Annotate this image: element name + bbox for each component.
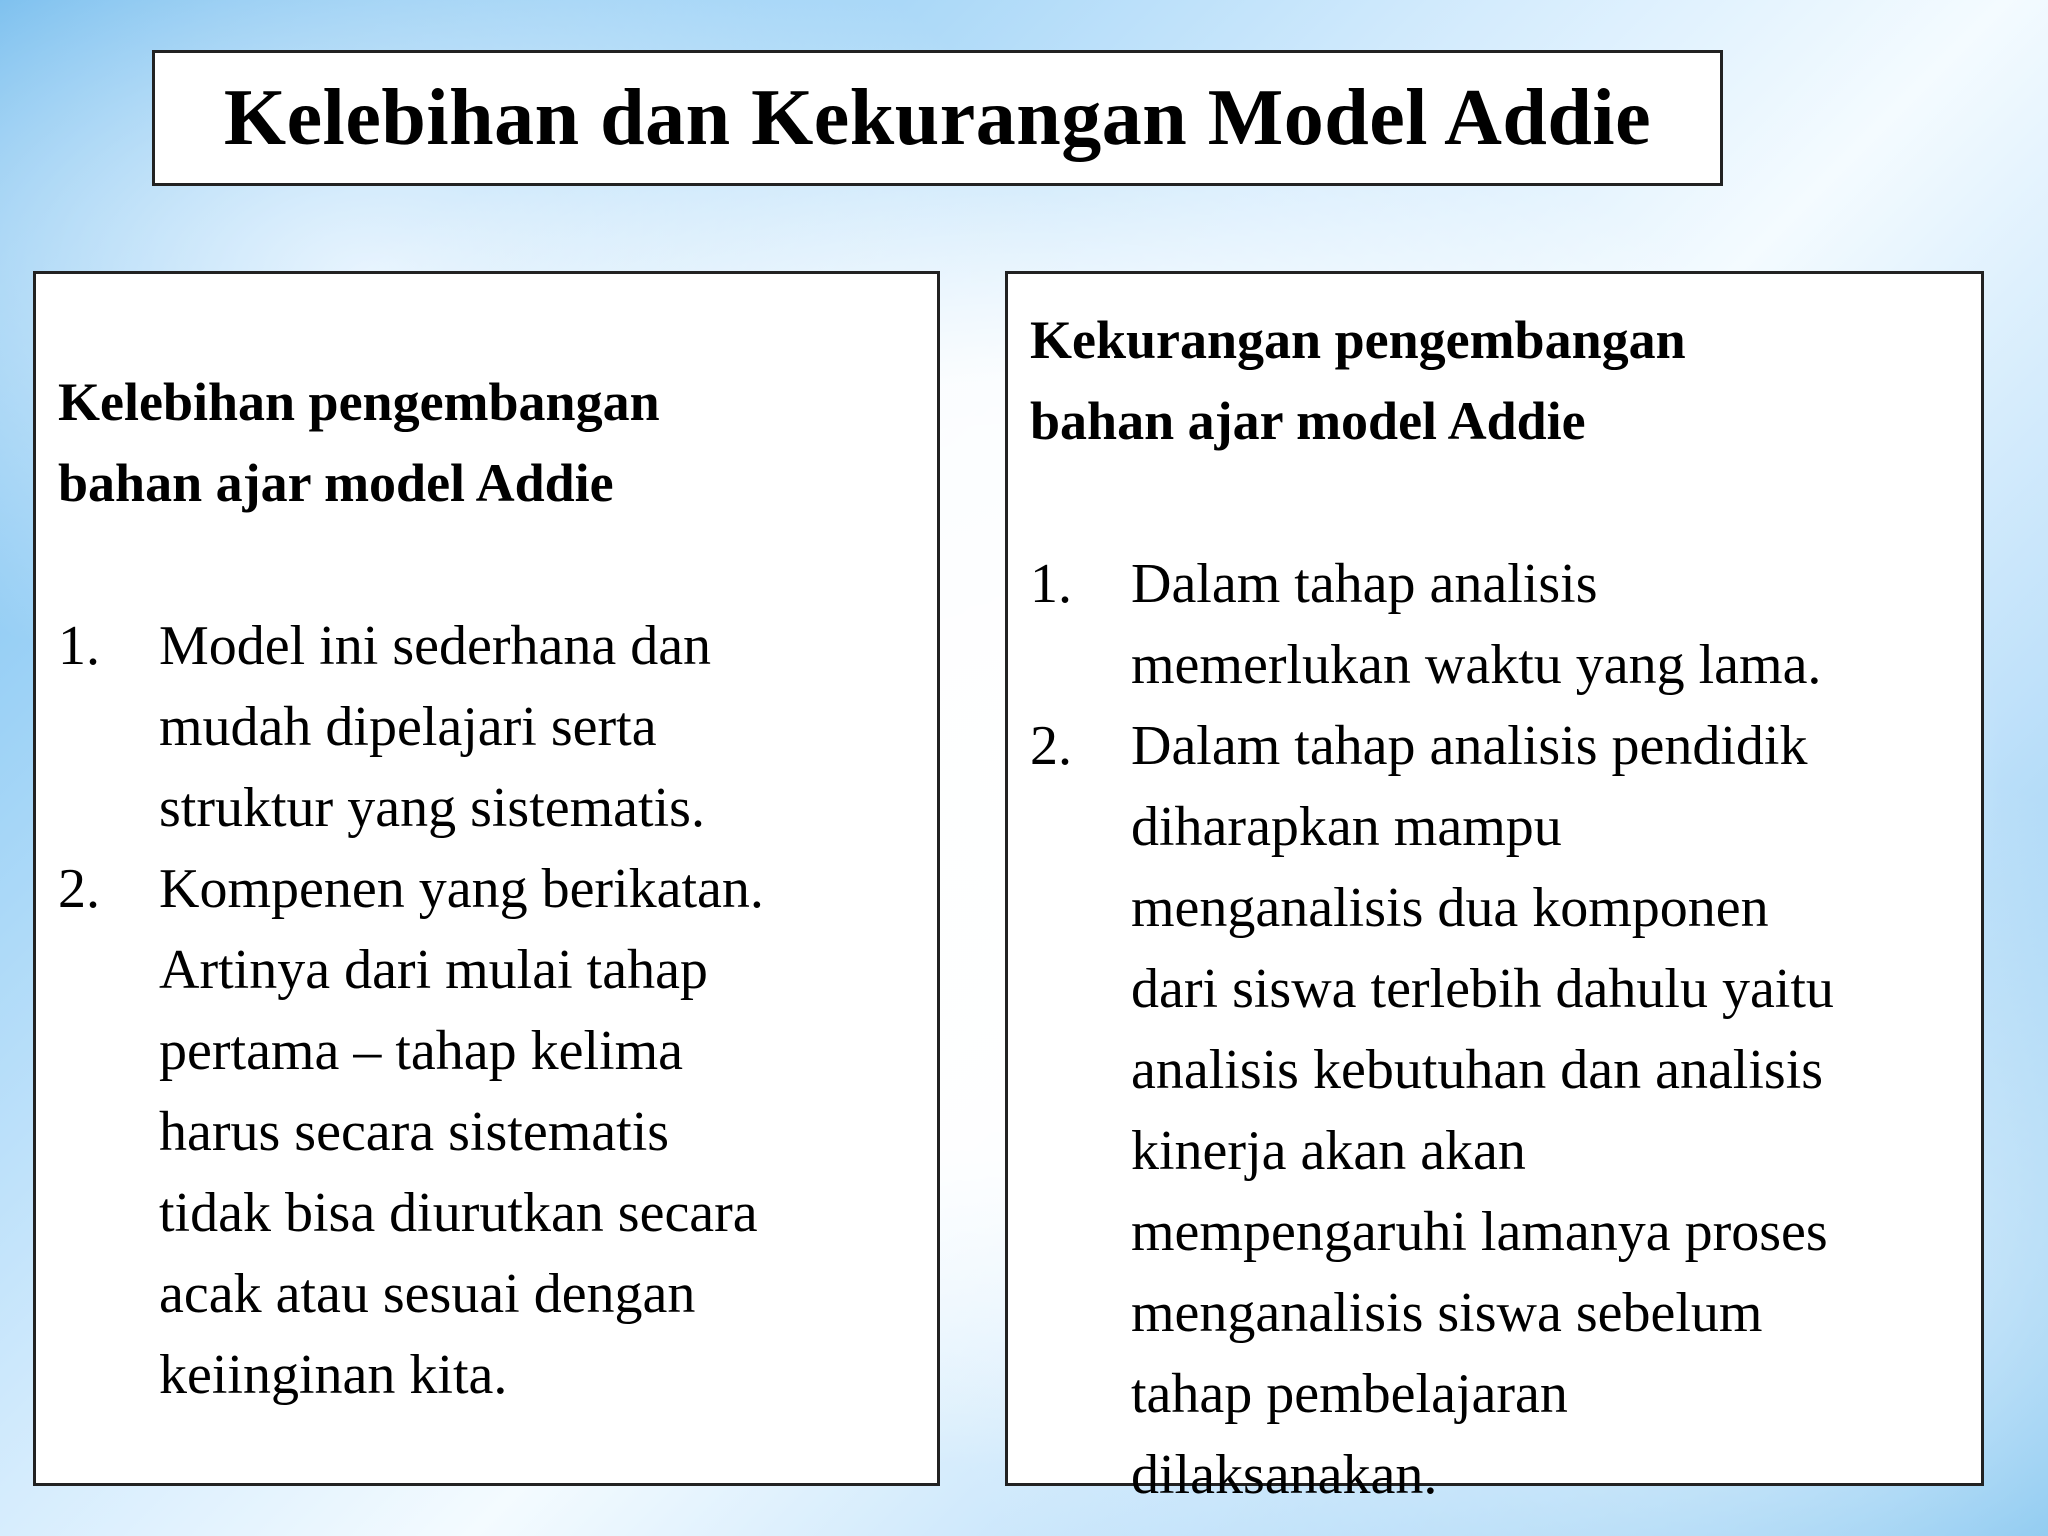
advantages-heading-line: bahan ajar model Addie: [58, 453, 614, 513]
list-item-line: Artinya dari mulai tahap: [159, 939, 708, 1001]
list-item: [1030, 544, 1965, 706]
list-item-number: 1.: [58, 615, 100, 677]
list-item-line: struktur yang sistematis.: [159, 777, 705, 839]
list-item-number: 2.: [58, 858, 100, 920]
advantages-list: [58, 606, 921, 1416]
slide-title: Kelebihan dan Kekurangan Model Addie: [223, 73, 1652, 162]
list-item-text: [159, 606, 921, 849]
list-item-line: Dalam tahap analisis: [1131, 553, 1598, 615]
list-item-line: tidak bisa diurutkan secara: [159, 1182, 758, 1244]
list-item-line: harus secara sistematis: [159, 1101, 670, 1163]
list-item-line: kinerja akan akan: [1131, 1120, 1526, 1182]
list-item-text: [159, 849, 921, 1416]
list-item: [58, 849, 921, 1416]
advantages-panel: [33, 271, 940, 1486]
list-item-number: 1.: [1030, 553, 1072, 615]
list-item-line: keiinginan kita.: [159, 1344, 508, 1406]
list-item-line: menganalisis dua komponen: [1131, 877, 1769, 939]
disadvantages-panel: [1005, 271, 1984, 1506]
list-item-line: mudah dipelajari serta: [159, 696, 657, 758]
list-item-line: Kompenen yang berikatan.: [159, 858, 764, 920]
list-item-line: diharapkan mampu: [1131, 796, 1562, 858]
disadvantages-heading: [1030, 300, 1965, 462]
list-item-number: 2.: [1030, 715, 1072, 777]
list-item-line: dari siswa terlebih dahulu yaitu: [1131, 958, 1834, 1020]
list-item-line: Dalam tahap analisis pendidik: [1131, 715, 1808, 777]
list-item-text: [1131, 544, 1965, 706]
disadvantages-heading-line: bahan ajar model Addie: [1030, 391, 1586, 451]
list-item-line: analisis kebutuhan dan analisis: [1131, 1039, 1824, 1101]
title-box: [152, 50, 1723, 186]
list-item-line: dilaksanakan.: [1131, 1444, 1438, 1506]
list-item: [1030, 706, 1965, 1516]
list-item-text: [1131, 706, 1965, 1516]
advantages-heading: [58, 362, 921, 524]
disadvantages-list: [1030, 544, 1965, 1516]
advantages-heading-line: Kelebihan pengembangan: [58, 372, 660, 432]
list-item: [58, 606, 921, 849]
list-item-line: tahap pembelajaran: [1131, 1363, 1568, 1425]
list-item-line: Model ini sederhana dan: [159, 615, 712, 677]
list-item-line: acak atau sesuai dengan: [159, 1263, 696, 1325]
list-item-line: menganalisis siswa sebelum: [1131, 1282, 1763, 1344]
list-item-line: mempengaruhi lamanya proses: [1131, 1201, 1828, 1263]
list-item-line: pertama – tahap kelima: [159, 1020, 683, 1082]
disadvantages-heading-line: Kekurangan pengembangan: [1030, 310, 1686, 370]
list-item-line: memerlukan waktu yang lama.: [1131, 634, 1822, 696]
